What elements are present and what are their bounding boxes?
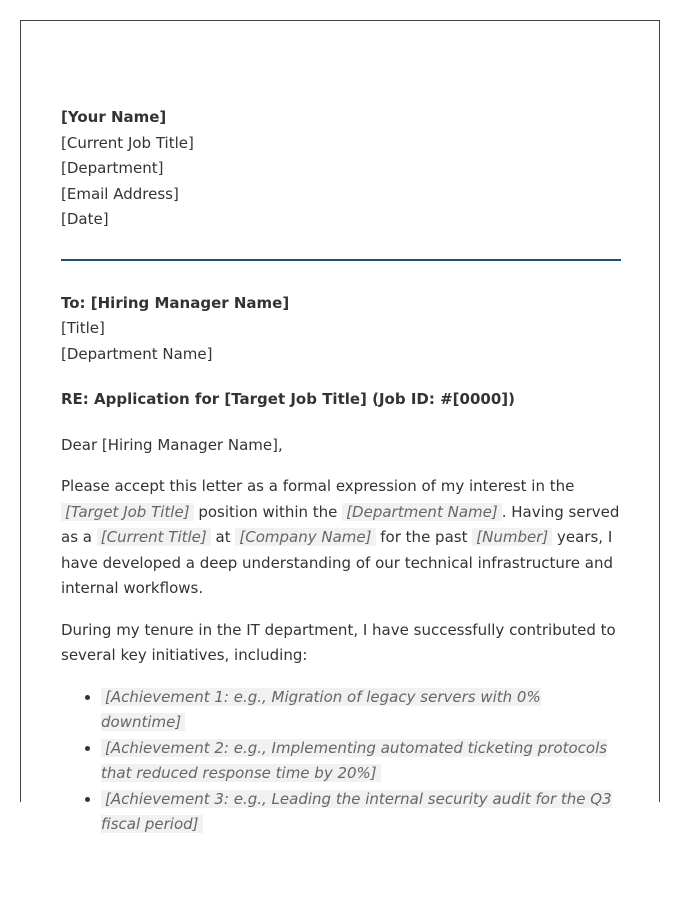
placeholder-company-name[interactable]: [Company Name] xyxy=(235,528,375,546)
header-divider xyxy=(61,259,621,261)
recipient-title: [Title] xyxy=(61,319,105,337)
sender-name: [Your Name] xyxy=(61,108,167,126)
list-item xyxy=(101,685,621,736)
p1-text3: . Having served as a xyxy=(61,502,620,546)
sender-department: [Department] xyxy=(61,159,164,177)
placeholder-number[interactable]: [Number] xyxy=(472,528,552,546)
p1-text1: Please accept this letter as a formal expression of my interest in the xyxy=(61,477,575,495)
list-item xyxy=(101,787,621,838)
sender-date: [Date] xyxy=(61,210,109,228)
placeholder-current-title[interactable]: [Current Title] xyxy=(97,528,211,546)
placeholder-achievement-1[interactable]: [Achievement 1: e.g., Migration of legacy servers with 0% downtime] xyxy=(101,687,541,731)
paragraph-tenure: During my tenure in the IT department, I have successfully contributed to several key initiatives, including: xyxy=(61,620,616,664)
letter-content xyxy=(61,105,621,838)
p1-text6: years, I have developed a deep understanding of our technical infrastructure and internal workflows. xyxy=(61,528,613,597)
p1-text4: at xyxy=(215,528,231,546)
subject-line: RE: Application for [Target Job Title] (Job ID: #[0000]) xyxy=(61,390,515,408)
placeholder-department-name[interactable]: [Department Name] xyxy=(342,503,502,521)
recipient-block xyxy=(61,291,621,368)
paragraph-interest xyxy=(61,474,621,602)
letter-page xyxy=(20,20,660,833)
recipient-to-line: To: [Hiring Manager Name] xyxy=(61,293,290,312)
list-item xyxy=(101,736,621,787)
placeholder-achievement-3[interactable]: [Achievement 3: e.g., Leading the internal security audit for the Q3 fiscal period] xyxy=(101,789,612,833)
recipient-department: [Department Name] xyxy=(61,344,213,363)
p1-text2: position within the xyxy=(198,502,338,521)
sender-block xyxy=(61,105,621,233)
sender-email: [Email Address] xyxy=(61,184,179,203)
sender-job-title: [Current Job Title] xyxy=(61,133,194,152)
placeholder-target-job-title[interactable]: [Target Job Title] xyxy=(61,503,194,521)
p1-text5: for the past xyxy=(380,528,468,546)
achievements-list xyxy=(61,685,621,838)
placeholder-achievement-2[interactable]: [Achievement 2: e.g., Implementing automated ticketing protocols that reduced response time by 20%] xyxy=(101,738,608,782)
salutation: Dear [Hiring Manager Name], xyxy=(61,435,283,454)
